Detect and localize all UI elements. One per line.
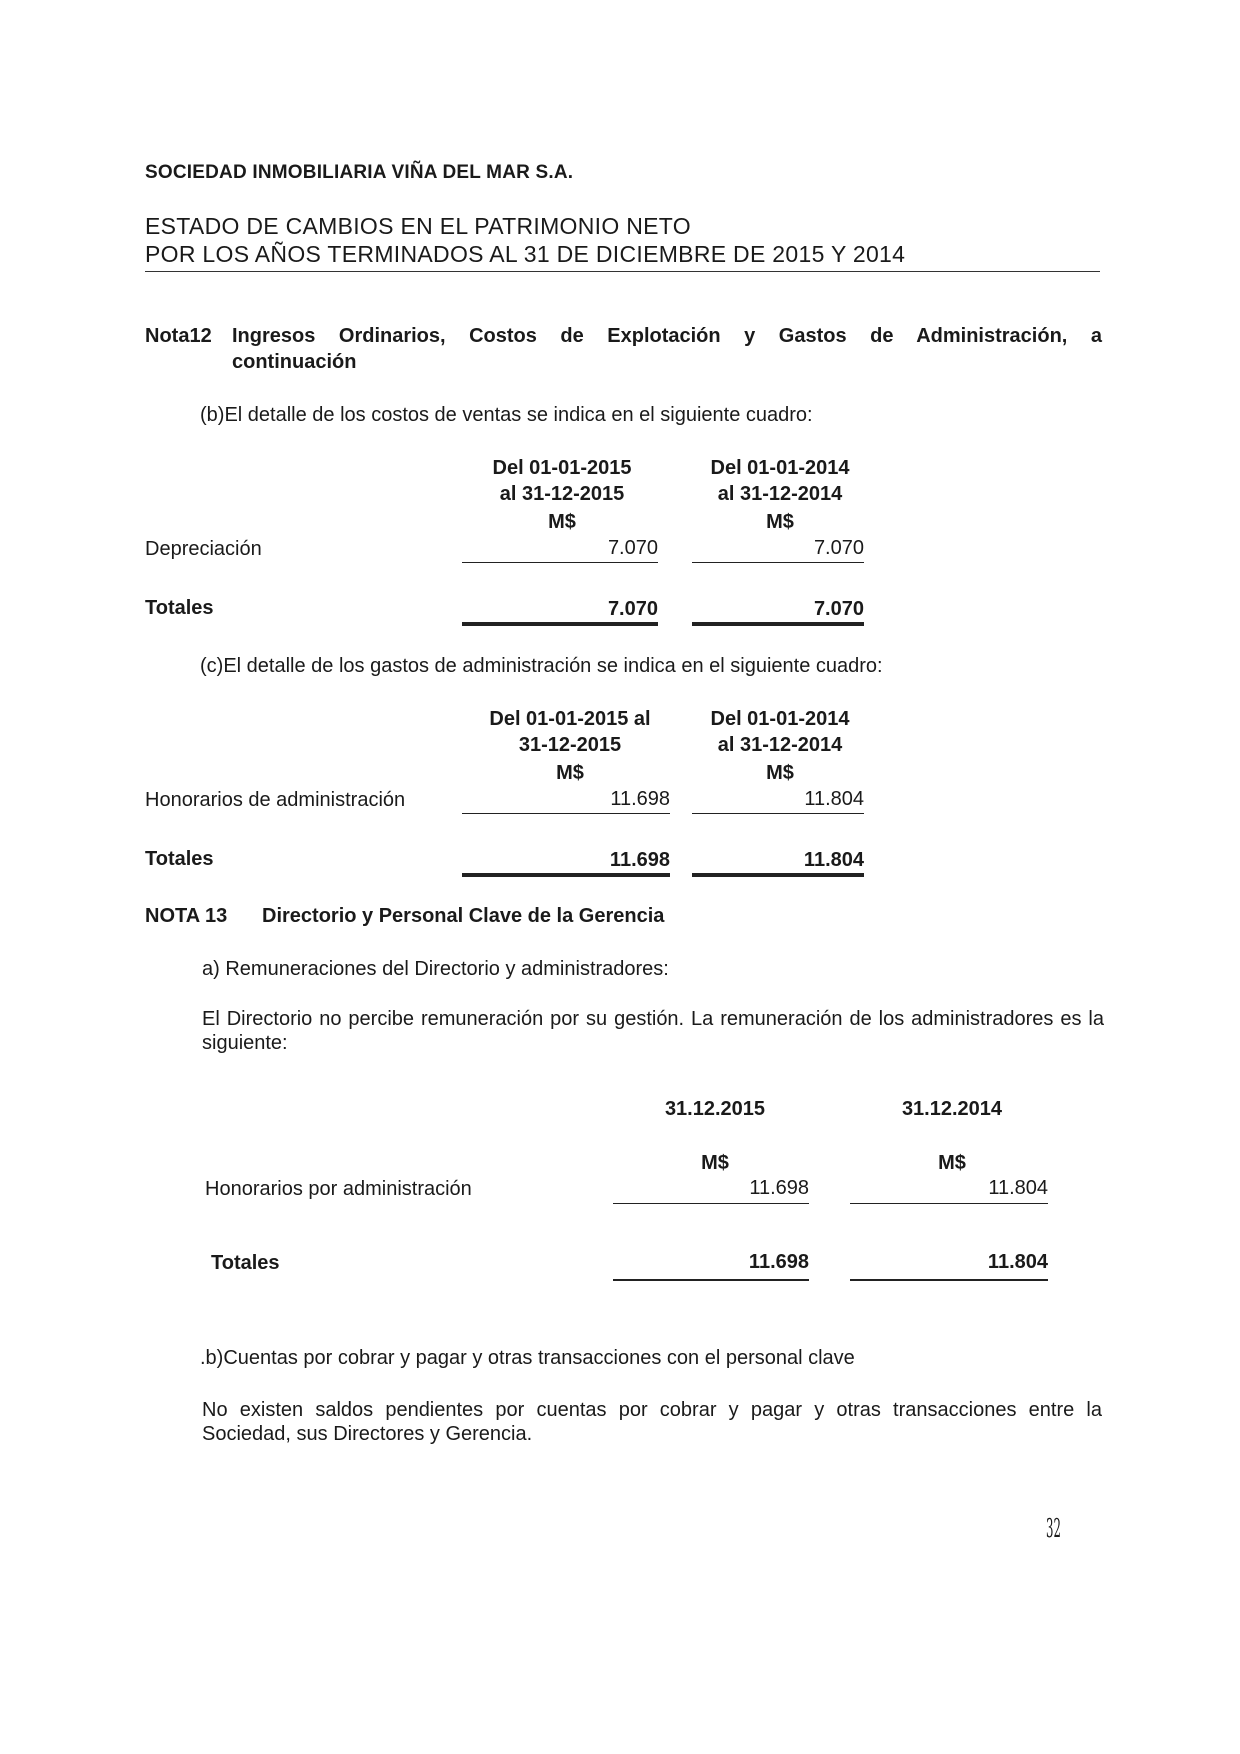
statement-title-line1: ESTADO DE CAMBIOS EN EL PATRIMONIO NETO — [145, 213, 691, 239]
c-row-value-2014: 11.804 — [692, 788, 864, 814]
c-total-value-2014: 11.804 — [692, 849, 864, 877]
a-total-value-2014: 11.804 — [850, 1251, 1048, 1281]
a-row-label: Honorarios por administración — [205, 1178, 472, 1200]
b-row-label: Depreciación — [145, 538, 262, 560]
b-col2-header-line2: al 31-12-2014 — [717, 483, 843, 505]
b-total-value-2015: 7.070 — [462, 598, 658, 626]
nota13-title: Directorio y Personal Clave de la Gerencia — [262, 905, 665, 927]
nota13-a-paragraph: El Directorio no percibe remuneración por su gestión. La remuneración de los administradores es la siguiente: — [202, 1008, 1104, 1054]
c-row-label: Honorarios de administración — [145, 789, 406, 811]
b-col1-header-line2: al 31-12-2015 — [499, 483, 625, 505]
b-col1-header-line1: Del 01-01-2015 — [492, 457, 632, 479]
c-col1-header-line1: Del 01-01-2015 al — [489, 708, 651, 730]
c-row-value-2015: 11.698 — [462, 788, 670, 814]
b-col1-unit: M$ — [548, 511, 576, 533]
c-total-value-2015: 11.698 — [462, 849, 670, 877]
a-total-label: Totales — [211, 1252, 280, 1274]
nota12-c-intro: (c)El detalle de los gastos de administración se indica en el siguiente cuadro: — [200, 655, 883, 677]
c-col1-unit: M$ — [556, 762, 584, 784]
nota13-b-intro: .b)Cuentas por cobrar y pagar y otras transacciones con el personal clave — [200, 1347, 855, 1369]
c-col1-header-line2: 31-12-2015 — [518, 734, 622, 756]
company-name: SOCIEDAD INMOBILIARIA VIÑA DEL MAR S.A. — [145, 162, 574, 183]
a-total-value-2015: 11.698 — [613, 1251, 809, 1281]
a-col1-unit: M$ — [701, 1152, 729, 1174]
a-row-value-2014: 11.804 — [850, 1177, 1048, 1204]
nota13-b-paragraph: No existen saldos pendientes por cuentas por cobrar y pagar y otras transacciones entre la Sociedad, sus Directores y Gerencia. — [202, 1399, 1102, 1445]
b-row-value-2014: 7.070 — [692, 537, 864, 563]
c-total-label: Totales — [145, 848, 214, 870]
b-col2-header-line1: Del 01-01-2014 — [710, 457, 850, 479]
nota12-number: Nota12 — [145, 325, 212, 347]
b-row-value-2015: 7.070 — [462, 537, 658, 563]
b-total-label: Totales — [145, 597, 214, 619]
a-row-value-2015: 11.698 — [613, 1177, 809, 1204]
b-col2-unit: M$ — [766, 511, 794, 533]
statement-title-line2: POR LOS AÑOS TERMINADOS AL 31 DE DICIEMBRE DE 2015 Y 2014 — [145, 241, 906, 267]
nota13-a-intro: a) Remuneraciones del Directorio y administradores: — [202, 958, 669, 980]
a-col2-date: 31.12.2014 — [901, 1098, 1003, 1120]
page-number: 32 — [1046, 1514, 1061, 1544]
c-col2-header-line1: Del 01-01-2014 — [710, 708, 850, 730]
nota13-number: NOTA 13 — [145, 905, 228, 927]
header-divider — [145, 271, 1100, 272]
b-total-value-2014: 7.070 — [692, 598, 864, 626]
nota12-b-intro: (b)El detalle de los costos de ventas se indica en el siguiente cuadro: — [200, 404, 813, 426]
nota12-title-line2: continuación — [232, 351, 357, 373]
nota12-title-line1: Ingresos Ordinarios, Costos de Explotación y Gastos de Administración, a — [232, 325, 1102, 347]
a-col2-unit: M$ — [938, 1152, 966, 1174]
c-col2-unit: M$ — [766, 762, 794, 784]
a-col1-date: 31.12.2015 — [664, 1098, 766, 1120]
c-col2-header-line2: al 31-12-2014 — [717, 734, 843, 756]
